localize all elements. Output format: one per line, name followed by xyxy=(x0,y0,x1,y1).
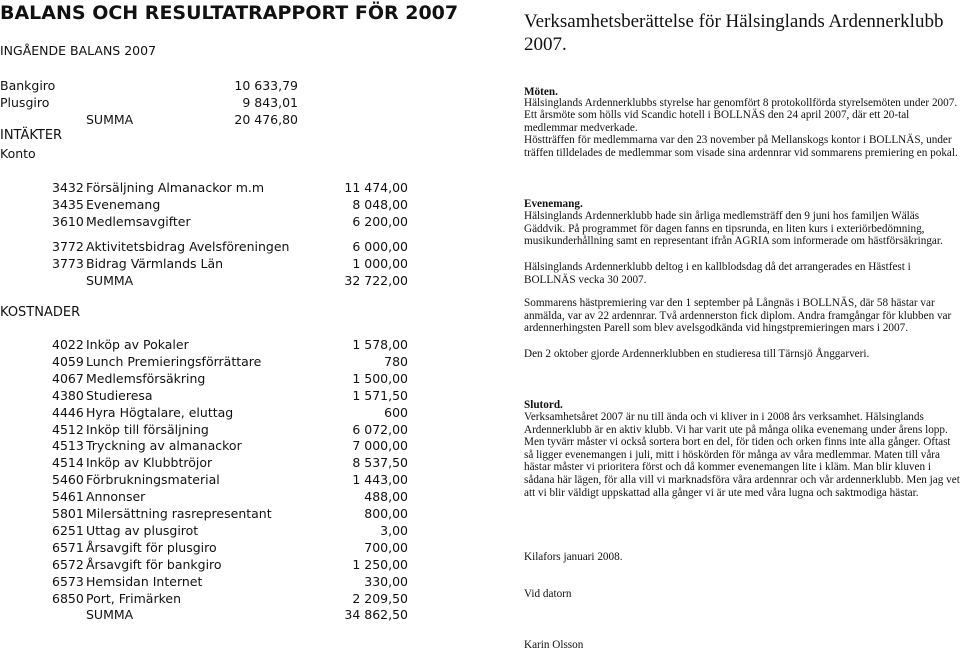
cost-amount: 6 072,00 xyxy=(352,422,408,437)
cost-label: Tryckning av almanackor xyxy=(86,438,242,453)
cost-amount: 330,00 xyxy=(364,574,408,589)
income-label: Medlemsavgifter xyxy=(86,214,191,229)
report-title: Verksamhetsberättelse för Hälsinglands Ardennerklubb 2007. xyxy=(524,11,944,55)
page-title: BALANS OCH RESULTATRAPPORT FÖR 2007 xyxy=(0,2,459,24)
cost-amount: 8 537,50 xyxy=(352,455,408,470)
cost-acct: 4067 xyxy=(52,371,84,386)
cost-amount: 600 xyxy=(384,405,408,420)
cost-acct: 4022 xyxy=(52,337,84,352)
cost-amount: 800,00 xyxy=(364,506,408,521)
cost-acct: 4512 xyxy=(52,422,84,437)
cost-amount: 1 571,50 xyxy=(352,388,408,403)
cost-amount: 3,00 xyxy=(380,523,408,538)
cost-label: Årsavgift för plusgiro xyxy=(86,540,217,555)
income-amount: 6 200,00 xyxy=(352,214,408,229)
cost-label: Studieresa xyxy=(86,388,153,403)
income-amount: 1 000,00 xyxy=(352,256,408,271)
cost-label: Annonser xyxy=(86,489,146,504)
events-paragraph-4: Den 2 oktober gjorde Ardennerklubben en studieresa till Tärnsjö Ånggarveri. xyxy=(524,348,870,360)
income-sum-label: SUMMA xyxy=(86,273,134,288)
meetings-paragraph-2: Ett årsmöte som hölls vid Scandic hotell i BOLLNÄS den 24 april 2007, där ett 20-tal medlemmar medverkade. xyxy=(524,109,910,134)
income-acct: 3773 xyxy=(52,256,84,271)
events-paragraph-1: Hälsinglands Ardennerklubb hade sin årliga medlemsträff den 9 juni hos familjen Wäläs Gäddvik. På programmet för dagen fanns en tipsrunda, en liten kurs i exteriörbedömning, musikunderhållning samt en representant ifrån AGRIA som informerade om hästförsäkringar. xyxy=(524,210,943,248)
income-label: Försäljning Almanackor m.m xyxy=(86,180,265,195)
cost-acct: 4059 xyxy=(52,354,84,369)
closing-paragraph: Verksamhetsåret 2007 är nu till ända och vi kliver in i 2008 års verksamhet. Hälsinglands Ardennerklubb är en aktiv klubb. Vi har varit ute på många olika evenemang under årens lopp. Men tyvärr måster vi också sortera bort en del, för tiden och orken finns inte alla gånger. Oftast så ligger evenemangen i juli, mitt i höskörden för många av våra medlemmar. Maten till våra hästar måster vi prioritera först och då kommer evenemangen lite i kläm. Man blir kluven i sådana här lägen, för alla vill vi marknadsföra våra ardennrar och vår ardennerklubb. Men jag vet att vi blir väldigt uppskattad alla gånger vi är ute med våra lugna och saktmodiga hästar. xyxy=(524,411,960,499)
cost-amount: 1 443,00 xyxy=(352,472,408,487)
cost-amount: 1 578,00 xyxy=(352,337,408,352)
cost-amount: 780 xyxy=(384,354,408,369)
cost-label: Inköp av Klubbtröjor xyxy=(86,455,213,470)
cost-sum-amount: 34 862,50 xyxy=(344,607,408,622)
meetings-paragraph-1: Hälsinglands Ardennerklubbs styrelse har genomfört 8 protokollförda styrelsemöten under 2007. xyxy=(524,97,958,109)
cost-label: Milersättning rasrepresentant xyxy=(86,506,272,521)
closing-heading: Slutord. xyxy=(524,399,563,411)
income-label: Evenemang xyxy=(86,197,161,212)
cost-acct: 6571 xyxy=(52,540,84,555)
cost-amount: 2 209,50 xyxy=(352,591,408,606)
cost-label: Lunch Premieringsförrättare xyxy=(86,354,262,369)
income-acct: 3772 xyxy=(52,239,84,254)
signature-line-1: Vid datorn xyxy=(524,588,572,600)
income-label: Bidrag Värmlands Län xyxy=(86,256,224,271)
konto-label: Konto xyxy=(0,146,36,161)
cost-acct: 6850 xyxy=(52,591,84,606)
opening-sum-label: SUMMA xyxy=(86,112,134,127)
income-acct: 3610 xyxy=(52,214,84,229)
cost-acct: 4446 xyxy=(52,405,84,420)
events-heading: Evenemang. xyxy=(524,198,583,210)
opening-sum-amount: 20 476,80 xyxy=(234,112,298,127)
opening-amount-bankgiro: 10 633,79 xyxy=(234,78,298,93)
income-label: Aktivitetsbidrag Avelsföreningen xyxy=(86,239,290,254)
income-sum-amount: 32 722,00 xyxy=(344,273,408,288)
income-heading: INTÄKTER xyxy=(0,128,63,143)
income-acct: 3435 xyxy=(52,197,84,212)
cost-label: Hyra Högtalare, eluttag xyxy=(86,405,234,420)
cost-label: Årsavgift för bankgiro xyxy=(86,557,222,572)
opening-balance-heading: INGÅENDE BALANS 2007 xyxy=(0,43,157,58)
cost-label: Medlemsförsäkring xyxy=(86,371,206,386)
cost-label: Förbrukningsmaterial xyxy=(86,472,220,487)
income-amount: 6 000,00 xyxy=(352,239,408,254)
cost-sum-label: SUMMA xyxy=(86,607,134,622)
cost-acct: 5460 xyxy=(52,472,84,487)
cost-label: Uttag av plusgirot xyxy=(86,523,199,538)
cost-label: Inköp till försäljning xyxy=(86,422,209,437)
cost-label: Hemsidan Internet xyxy=(86,574,203,589)
signature-name: Karin Olsson xyxy=(524,639,584,651)
cost-acct: 4514 xyxy=(52,455,84,470)
cost-amount: 700,00 xyxy=(364,540,408,555)
costs-heading: KOSTNADER xyxy=(0,305,81,320)
meetings-paragraph-3: Höstträffen för medlemmarna var den 23 november på Mellanskogs kontor i BOLLNÄS, under träffen tilldelades de medlemmar som visade sina ardennrar vid sommarens premiering en pokal. xyxy=(524,134,958,159)
cost-label: Port, Frimärken xyxy=(86,591,182,606)
cost-acct: 5461 xyxy=(52,489,84,504)
cost-amount: 7 000,00 xyxy=(352,438,408,453)
place-date: Kilafors januari 2008. xyxy=(524,551,623,563)
cost-acct: 6251 xyxy=(52,523,84,538)
cost-acct: 4380 xyxy=(52,388,84,403)
opening-amount-plusgiro: 9 843,01 xyxy=(242,95,298,110)
cost-acct: 4513 xyxy=(52,438,84,453)
cost-amount: 1 250,00 xyxy=(352,557,408,572)
meetings-heading: Möten. xyxy=(524,86,558,98)
cost-label: Inköp av Pokaler xyxy=(86,337,189,352)
cost-amount: 488,00 xyxy=(364,489,408,504)
income-amount: 8 048,00 xyxy=(352,197,408,212)
cost-amount: 1 500,00 xyxy=(352,371,408,386)
income-acct: 3432 xyxy=(52,180,84,195)
events-paragraph-2: Hälsinglands Ardennerklubb deltog i en kallblodsdag då det arrangerades en Hästfest i BOLLNÄS vecka 30 2007. xyxy=(524,261,911,286)
opening-label-plusgiro: Plusgiro xyxy=(0,95,50,110)
cost-acct: 6572 xyxy=(52,557,84,572)
income-amount: 11 474,00 xyxy=(344,180,408,195)
cost-acct: 5801 xyxy=(52,506,84,521)
opening-label-bankgiro: Bankgiro xyxy=(0,78,56,93)
events-paragraph-3: Sommarens hästpremiering var den 1 september på Långnäs i BOLLNÄS, där 58 hästar var anmälda, var av 22 ardennrar. Två ardennerston fick diplom. Andra framgångar för klubben var ardennerhingsten Parell som blev avelsgodkända vid hingstpremieringen mars i 2007. xyxy=(524,297,952,335)
cost-acct: 6573 xyxy=(52,574,84,589)
